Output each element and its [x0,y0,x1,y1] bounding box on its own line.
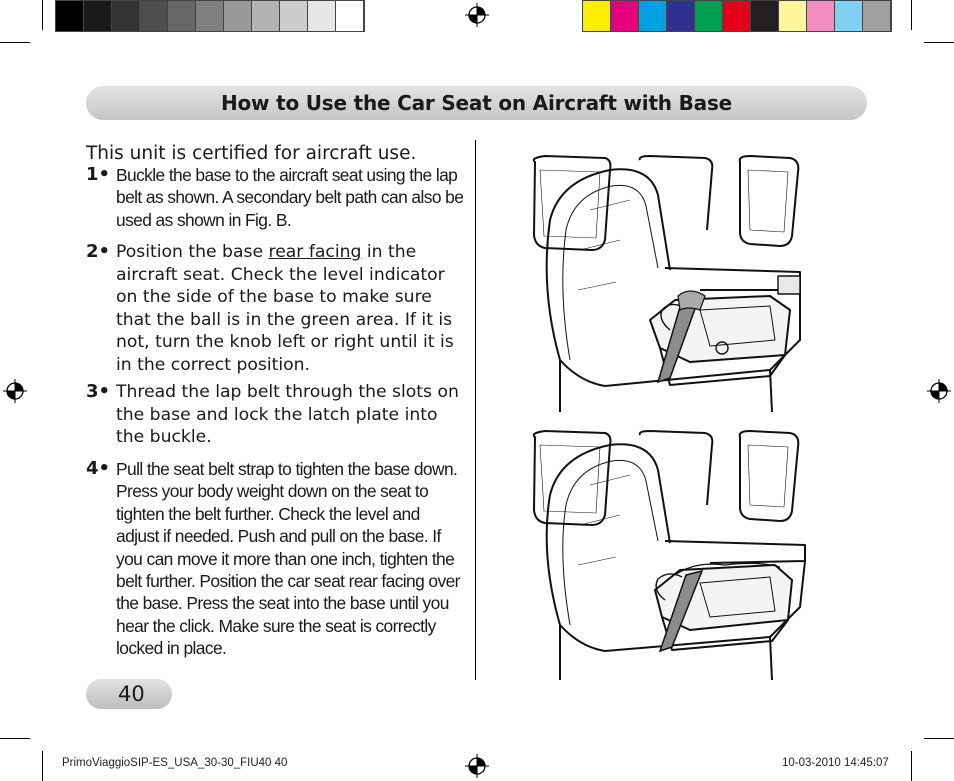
color-swatch [779,1,807,31]
step-number: 1• [86,164,111,185]
aircraft-seat-with-car-seat-illustration [500,425,830,680]
step-number: 3• [86,381,111,402]
step-4 [86,458,466,660]
step-text-part: in the aircraft seat. Check the level indicator on the side of the base to make sure that the ball is in the green area. If it is not, turn the knob left or right until it is in the correct position. [116,242,454,375]
color-swatch [583,1,611,31]
aircraft-seat-with-base-illustration [500,150,830,412]
registration-mark-icon [465,3,489,27]
column-divider [475,140,476,680]
rear-facing-emphasis: rear facing [268,242,362,262]
step-3 [86,381,466,449]
step-text-part: Position the base [116,242,269,262]
step-2 [86,241,466,376]
color-swatch [196,1,224,31]
section-title: How to Use the Car Seat on Aircraft with Base [220,91,733,115]
crop-mark [911,0,912,30]
page-number: 40 [118,682,145,706]
step-text: Buckle the base to the aircraft seat using the lap belt as shown. A secondary belt path can also be used as shown in Fig. B. [116,165,464,230]
step-text: Pull the seat belt strap to tighten the base down. Press your body weight down on the seat to tighten the belt further. Check the level and adjust if needed. Push and pull on the base. If you can move it more than one inch, tighten the belt further. Position the car seat rear facing over the base. Press the seat into the base until you hear the click. Make sure the seat is correctly locked in place. [116,459,460,659]
step-text: Thread the lap belt through the slots on the base and lock the latch plate into the buckle. [116,382,459,447]
color-swatch [863,1,891,31]
crop-mark [924,738,954,739]
crop-mark [911,751,912,781]
color-swatch [168,1,196,31]
registration-mark-icon [465,754,489,778]
crop-mark [0,42,30,43]
section-title-banner [86,86,867,120]
color-swatch [667,1,695,31]
crop-mark [42,0,43,30]
color-swatch [56,1,84,31]
color-swatch [280,1,308,31]
intro-text: This unit is certified for aircraft use. [86,143,417,164]
step-number: 2• [86,241,111,262]
color-swatch [639,1,667,31]
crop-mark [0,738,30,739]
color-swatch [252,1,280,31]
color-swatch [807,1,835,31]
print-slug-filename: PrimoViaggioSIP-ES_USA_30-30_FIU40 40 [62,757,288,769]
color-swatch [611,1,639,31]
registration-mark-icon [927,379,951,403]
color-swatch [695,1,723,31]
page-number-badge [86,679,172,709]
color-swatch [835,1,863,31]
step-text [116,241,466,376]
gray-color-bar [55,0,365,32]
color-swatch [723,1,751,31]
color-swatch [112,1,140,31]
color-swatch [84,1,112,31]
color-swatch [336,1,364,31]
color-swatch [308,1,336,31]
print-slug-timestamp: 10-03-2010 14:45:07 [782,757,889,769]
process-color-bar [582,0,892,32]
color-swatch [140,1,168,31]
crop-mark [924,42,954,43]
registration-mark-icon [3,379,27,403]
color-swatch [751,1,779,31]
color-swatch [224,1,252,31]
step-number: 4• [86,458,111,479]
crop-mark [42,751,43,781]
step-1 [86,164,466,231]
